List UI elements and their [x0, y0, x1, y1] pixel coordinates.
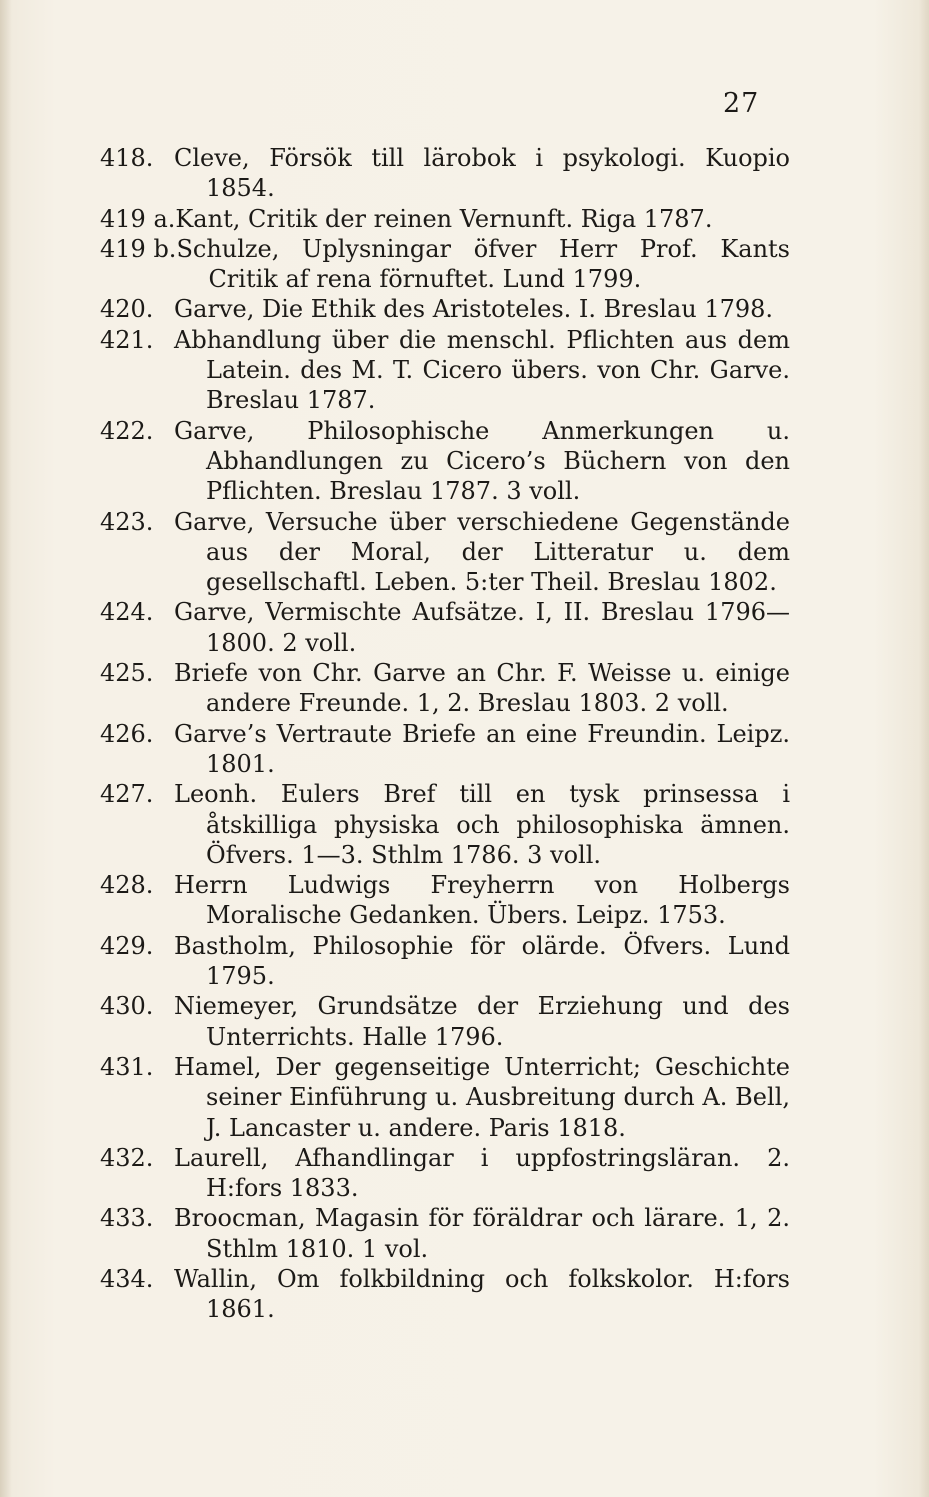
catalogue-entry — [100, 1264, 790, 1325]
entry-number: 430. — [100, 992, 154, 1021]
catalogue-entry — [100, 325, 790, 416]
entry-text: Herrn Ludwigs Freyherrn von Holbergs Moralische Gedanken. Übers. Leipz. 1753. — [174, 871, 790, 930]
catalogue-entry — [100, 294, 790, 324]
entry-text: Kant, Critik der reinen Vernunft. Riga 1787. — [175, 204, 713, 233]
entry-text: Garve’s Vertraute Briefe an eine Freundin. Leipz. 1801. — [174, 719, 790, 778]
entry-text: Garve, Vermischte Aufsätze. I, II. Breslau 1796—1800. 2 voll. — [174, 598, 790, 657]
entry-text: Leonh. Eulers Bref till en tysk prinsessa i åtskilliga physiska och philosophiska ämnen. Öfvers. 1—3. Sthlm 1786. 3 voll. — [174, 780, 790, 869]
page-number: 27 — [723, 88, 760, 119]
entry-text: Broocman, Magasin för föräldrar och lärare. 1, 2. Sthlm 1810. 1 vol. — [174, 1204, 790, 1263]
catalogue-entry — [100, 143, 790, 204]
entry-number: 423. — [100, 507, 154, 536]
catalogue-entry — [100, 658, 790, 719]
catalogue-entry-list — [100, 143, 790, 1325]
catalogue-entry — [100, 1143, 790, 1204]
entry-number: 428. — [100, 871, 154, 900]
entry-text: Abhandlung über die menschl. Pflichten aus dem Latein. des M. T. Cicero übers. von Chr. Garve. Breslau 1787. — [174, 325, 790, 415]
entry-number: 431. — [100, 1052, 154, 1081]
entry-number: 422. — [100, 416, 154, 445]
entry-number: 419 b. — [100, 234, 177, 263]
entry-number: 427. — [100, 780, 154, 809]
entry-number: 418. — [100, 144, 154, 172]
entry-number: 425. — [100, 659, 154, 688]
entry-text: Cleve, Försök till lärobok i psykologi. Kuopio 1854. — [174, 144, 790, 203]
entry-number: 429. — [100, 931, 154, 960]
entry-text: Garve, Philosophische Anmerkungen u. Abhandlungen zu Cicero’s Büchern von den Pflichten. Breslau 1787. 3 voll. — [174, 416, 790, 506]
page-right-shadow — [919, 0, 929, 1497]
catalogue-entry — [100, 779, 790, 870]
entry-number: 434. — [100, 1264, 154, 1293]
page-left-shadow — [0, 0, 12, 1497]
entry-text: Bastholm, Philosophie för olärde. Öfvers. Lund 1795. — [174, 931, 790, 991]
catalogue-entry — [100, 416, 790, 507]
entry-number: 420. — [100, 295, 154, 324]
entry-number: 433. — [100, 1204, 154, 1233]
entry-number: 421. — [100, 325, 154, 354]
catalogue-entry — [100, 597, 790, 658]
catalogue-entry — [100, 870, 790, 931]
entry-number: 419 a. — [100, 204, 176, 233]
catalogue-entry — [100, 507, 790, 598]
catalogue-entry — [100, 1052, 790, 1143]
entry-text: Laurell, Afhandlingar i uppfostringsläran. 2. H:fors 1833. — [174, 1143, 790, 1203]
catalogue-entry — [100, 719, 790, 780]
catalogue-entry — [100, 991, 790, 1052]
entry-number: 424. — [100, 598, 154, 627]
entry-text: Hamel, Der gegenseitige Unterricht; Geschichte seiner Einführung u. Ausbreitung durch A. Bell, J. Lancaster u. andere. Paris 1818. — [174, 1052, 790, 1142]
entry-text: Briefe von Chr. Garve an Chr. F. Weisse u. einige andere Freunde. 1, 2. Breslau 1803. 2 voll. — [174, 659, 790, 718]
entry-number: 432. — [100, 1143, 154, 1172]
catalogue-entry — [100, 931, 790, 992]
catalogue-entry — [100, 1203, 790, 1264]
entry-text: Niemeyer, Grundsätze der Erziehung und des Unterrichts. Halle 1796. — [174, 992, 790, 1051]
entry-text: Wallin, Om folkbildning och folkskolor. H:fors 1861. — [174, 1264, 790, 1324]
entry-number: 426. — [100, 719, 154, 748]
entry-text: Garve, Die Ethik des Aristoteles. I. Breslau 1798. — [174, 295, 774, 324]
entry-text: Garve, Versuche über verschiedene Gegenstände aus der Moral, der Litteratur u. dem gesellschaftl. Leben. 5:ter Theil. Breslau 1802. — [174, 507, 790, 597]
catalogue-entry — [100, 234, 790, 295]
entry-text: Schulze, Uplysningar öfver Herr Prof. Kants Critik af rena förnuftet. Lund 1799. — [176, 234, 790, 294]
catalogue-entry — [100, 204, 790, 234]
